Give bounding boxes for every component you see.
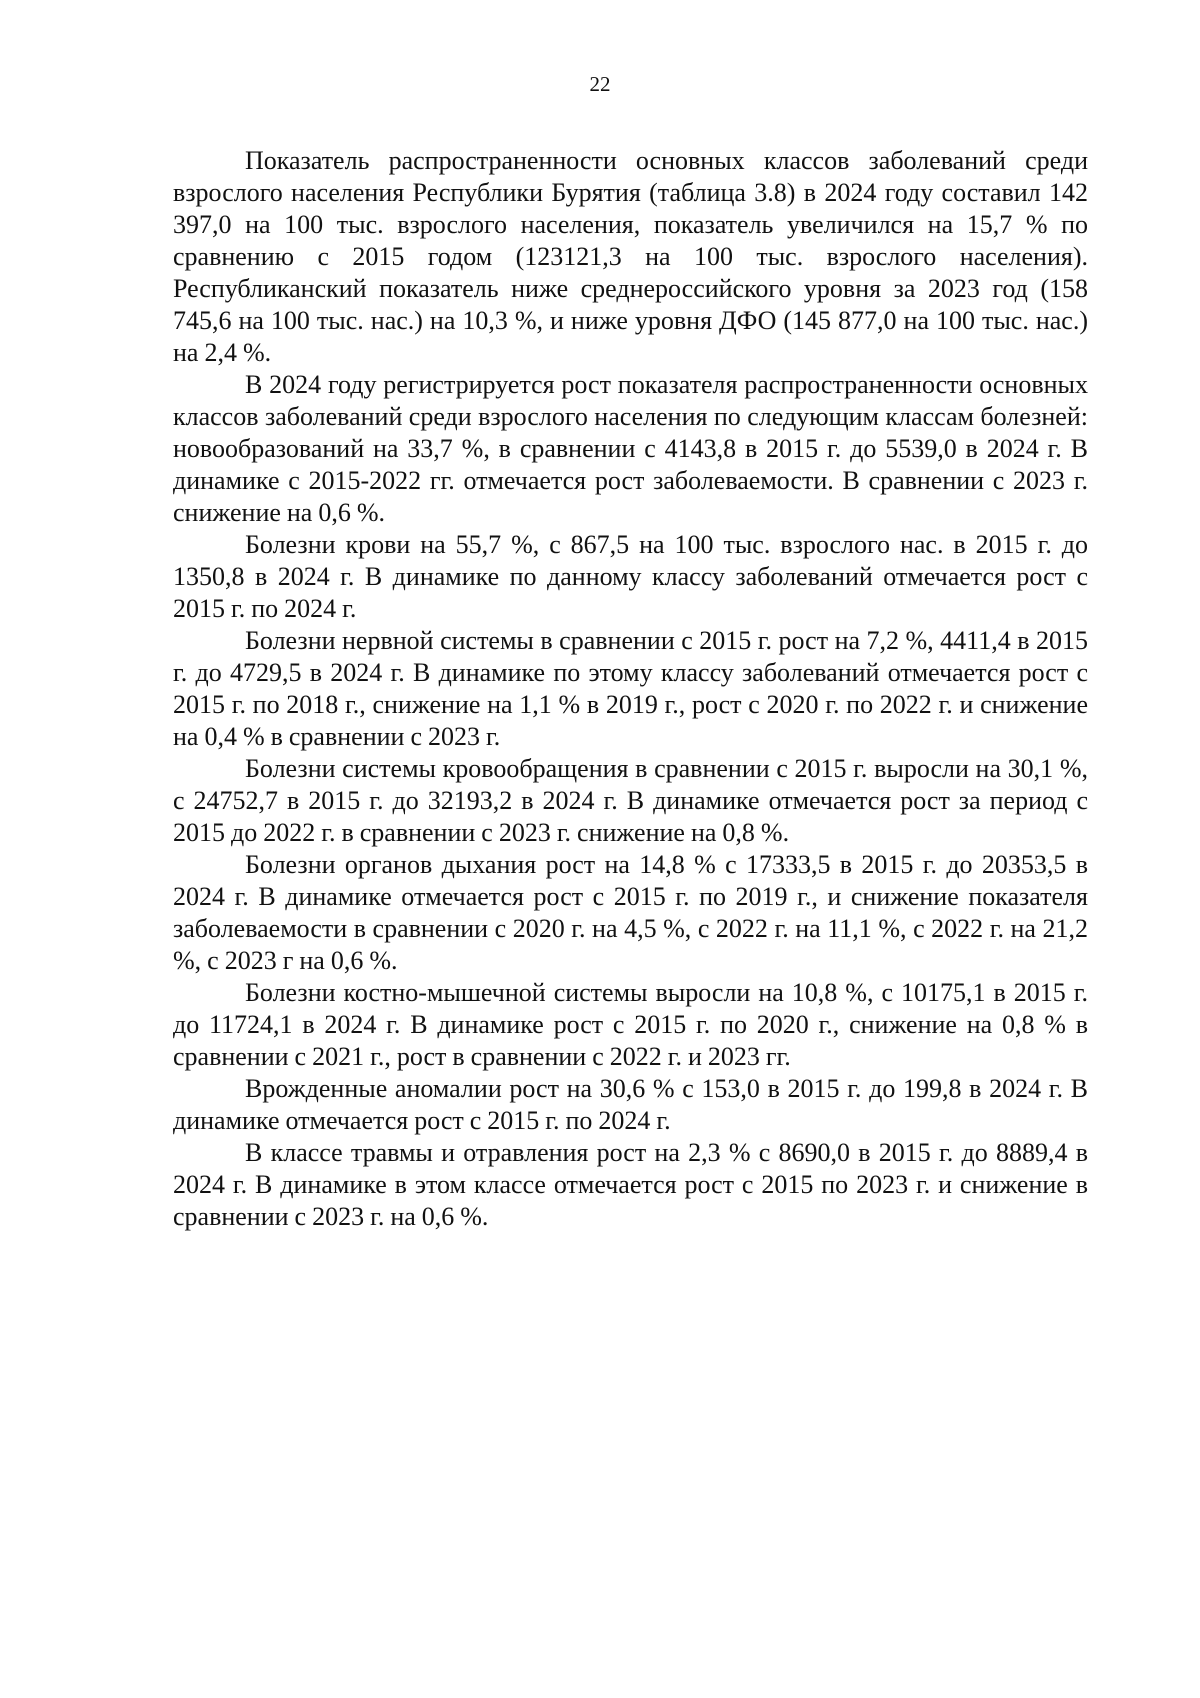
document-body xyxy=(173,145,1088,1233)
paragraph-respiratory-system: Болезни органов дыхания рост на 14,8 % с 17333,5 в 2015 г. до 20353,5 в 2024 г. В динамике отмечается рост с 2015 г. по 2019 г., и снижение показателя заболеваемости в сравнении с 2020 г. на 4,5 %, с 2022 г. на 11,1 %, с 2022 г. на 21,2 %, с 2023 г на 0,6 %. xyxy=(173,850,1088,975)
paragraph-neoplasms: В 2024 году регистрируется рост показателя распространенности основных классов заболеваний среди взрослого населения по следующим классам болезней: новообразований на 33,7 %, в сравнении с 4143,8 в 2015 г. до 5539,0 в 2024 г. В динамике с 2015-2022 гг. отмечается рост заболеваемости. В сравнении с 2023 г. снижение на 0,6 %. xyxy=(173,370,1088,527)
paragraph-circulatory-system: Болезни системы кровообращения в сравнении с 2015 г. выросли на 30,1 %, с 24752,7 в 2015 г. до 32193,2 в 2024 г. В динамике отмечается рост за период с 2015 до 2022 г. в сравнении с 2023 г. снижение на 0,8 %. xyxy=(173,754,1088,847)
page-number: 22 xyxy=(589,72,611,96)
paragraph-musculoskeletal-system: Болезни костно-мышечной системы выросли на 10,8 %, с 10175,1 в 2015 г. до 11724,1 в 2024 г. В динамике рост с 2015 г. по 2020 г., снижение на 0,8 % в сравнении с 2021 г., рост в сравнении с 2022 г. и 2023 гг. xyxy=(173,978,1088,1071)
paragraph-overview: Показатель распространенности основных классов заболеваний среди взрослого населения Республики Бурятия (таблица 3.8) в 2024 году составил 142 397,0 на 100 тыс. взрослого населения, показатель увеличился на 15,7 % по сравнению с 2015 годом (123121,3 на 100 тыс. взрослого населения). Республиканский показатель ниже среднероссийского уровня за 2023 год (158 745,6 на 100 тыс. нас.) на 10,3 %, и ниже уровня ДФО (145 877,0 на 100 тыс. нас.) на 2,4 %. xyxy=(173,146,1088,367)
paragraph-congenital-anomalies: Врожденные аномалии рост на 30,6 % с 153,0 в 2015 г. до 199,8 в 2024 г. В динамике отмечается рост с 2015 г. по 2024 г. xyxy=(173,1074,1088,1135)
paragraph-nervous-system: Болезни нервной системы в сравнении с 2015 г. рост на 7,2 %, 4411,4 в 2015 г. до 4729,5 в 2024 г. В динамике по этому классу заболеваний отмечается рост с 2015 г. по 2018 г., снижение на 1,1 % в 2019 г., рост с 2020 г. по 2022 г. и снижение на 0,4 % в сравнении с 2023 г. xyxy=(173,626,1088,751)
paragraph-injuries-poisoning: В классе травмы и отравления рост на 2,3 % с 8690,0 в 2015 г. до 8889,4 в 2024 г. В динамике в этом классе отмечается рост с 2015 по 2023 г. и снижение в сравнении с 2023 г. на 0,6 %. xyxy=(173,1138,1088,1231)
paragraph-blood-diseases: Болезни крови на 55,7 %, с 867,5 на 100 тыс. взрослого нас. в 2015 г. до 1350,8 в 2024 г. В динамике по данному классу заболеваний отмечается рост с 2015 г. по 2024 г. xyxy=(173,530,1088,623)
